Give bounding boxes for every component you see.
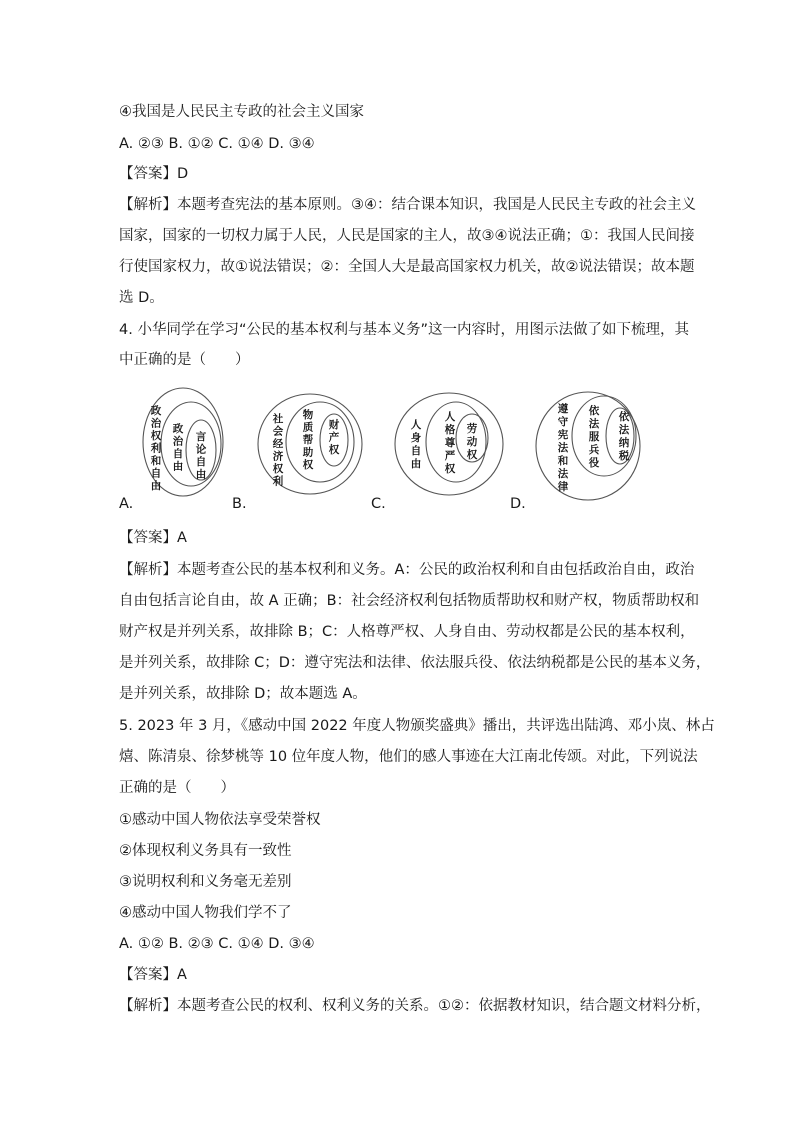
diagram-b-inner-label: 产 [328,431,340,444]
diagram-b-outer-label: 利 [272,475,284,488]
diagram-a-outer-label: 权 [150,430,162,442]
diagram-a-middle-label: 治 [172,435,184,448]
diagram-c-left-label: 人 [410,419,422,431]
text-line: 正确的是（ ） [119,780,235,796]
diagram-d-outer-label: 宪 [557,429,569,441]
text-line: 自由包括言论自由，故 A 正确；B：社会经济权利包括物质帮助权和财产权，物质帮助权和 [119,593,700,609]
text-line: 行使国家权力，故①说法错误；②：全国人大是最高国家权力机关，故②说法错误；故本题 [119,259,695,275]
diagram-c-left-label: 身 [410,432,422,444]
diagram-c-inner-label: 劳 [466,423,478,435]
text-line: 【答案】A [119,530,187,546]
diagram-b-middle-label: 帮 [302,434,314,446]
text-line: ①感动中国人物依法享受荣誉权 [119,812,321,828]
diagram-d-inner-label: 依 [618,411,630,423]
diagram-d-middle-label: 依 [588,405,600,417]
text-line: ②体现权利义务具有一致性 [119,843,292,859]
diagram-c [394,392,504,496]
diagram-c-inner-label: 动 [466,436,478,448]
diagram-a-inner-label: 自 [195,456,207,468]
text-line: 中正确的是（ ） [119,352,250,368]
text-line: ④感动中国人物我们学不了 [119,905,292,921]
diagram-b-inner-label: 财 [328,419,340,431]
diagram-d-middle-label: 役 [588,457,600,469]
diagram-b [256,392,364,496]
diagram-c-inner-label: 权 [466,449,478,461]
text-line: 【解析】本题考查宪法的基本原则。③④：结合课本知识，我国是人民民主专政的社会主义 [119,197,696,213]
diagram-a-inner-label: 言 [195,431,207,443]
diagram-a [143,386,223,498]
diagram-d-inner-label: 法 [618,424,630,436]
text-line: 【答案】A [119,967,187,983]
text-line: 【解析】本题考查公民的基本权利和义务。A：公民的政治权利和自由包括政治自由，政治 [119,562,695,578]
diagram-b-outer-label: 权 [272,463,284,475]
text-line: ④我国是人民民主专政的社会主义国家 [119,104,364,120]
option-b-label: B. [232,496,247,512]
diagram-a-inner-label: 由 [195,468,207,481]
text-line: 【解析】本题考查公民的权利、权利义务的关系。①②：依据教材知识，结合题文材料分析， [119,998,711,1014]
diagram-b-middle-label: 物 [302,409,314,421]
diagram-c-left-label: 自 [410,445,422,457]
option-c-label: C. [371,496,386,512]
text-line: A. ①② B. ②③ C. ①④ D. ③④ [119,936,315,952]
text-line: 5. 2023 年 3 月，《感动中国 2022 年度人物颁奖盛典》播出，共评选出陆鸿、邓小岚、林占 [119,718,715,734]
diagram-c-middle-label: 尊 [444,437,456,449]
diagram-a-outer-label: 由 [150,480,162,492]
text-line: 熺、陈清泉、徐梦桃等 10 位年度人物，他们的感人事迹在大江南北传颂。对此，下列说法 [119,749,698,765]
diagram-c-middle-label: 权 [444,463,456,475]
diagram-d-inner-label: 税 [618,450,630,462]
diagram-d-outer-label: 律 [557,481,569,493]
diagram-b-middle-label: 权 [302,459,314,471]
text-line: 选 D。 [119,290,164,306]
text-line: 是并列关系，故排除 D；故本题选 A。 [119,686,367,702]
diagram-b-middle-label: 质 [302,421,314,434]
diagram-c-middle-label: 人 [444,411,456,423]
diagram-b-outer-label: 会 [272,425,284,438]
option-a-label: A. [119,496,134,512]
diagram-b-outer-label: 经 [272,438,284,450]
diagram-d-inner-label: 纳 [618,437,630,449]
diagram-a-inner-label: 论 [195,443,207,456]
diagram-a-outer-label: 和 [150,455,162,467]
diagram-d-middle-circle [572,396,636,476]
diagram-c-left-label: 由 [410,458,422,470]
diagram-a-outer-label: 自 [150,467,162,480]
diagram-c-middle-label: 格 [444,424,456,436]
diagram-d [536,390,640,502]
diagram-a-middle-label: 自 [172,448,184,460]
diagram-d-outer-label: 遵 [557,403,569,415]
text-line: 【答案】D [119,166,189,182]
diagram-d-outer-label: 和 [557,455,569,467]
diagram-d-outer-label: 法 [557,468,569,480]
text-line: ③说明权利和义务毫无差别 [119,874,292,890]
text-line: 是并列关系，故排除 C；D：遵守宪法和法律、依法服兵役、依法纳税都是公民的基本义务， [119,655,711,671]
diagram-c-middle-label: 严 [444,450,456,462]
diagram-d-middle-label: 兵 [588,444,600,456]
text-line: 财产权是并列关系，故排除 B；C：人格尊严权、人身自由、劳动权都是公民的基本权利， [119,624,695,640]
diagram-b-outer-label: 社 [272,413,284,425]
diagram-b-middle-label: 助 [302,446,314,459]
option-d-label: D. [510,496,526,512]
diagram-a-middle-label: 由 [172,460,184,473]
diagram-d-middle-label: 法 [588,418,600,430]
diagram-b-outer-label: 济 [272,450,284,463]
diagram-d-outer-label: 法 [557,442,569,454]
text-line: 4. 小华同学在学习“公民的基本权利与基本义务”这一内容时，用图示法做了如下梳理，其 [119,322,689,338]
diagram-a-outer-label: 政 [150,405,162,417]
diagram-a-middle-label: 政 [172,423,184,435]
diagram-a-outer-label: 利 [150,442,162,455]
diagram-d-outer-label: 守 [557,416,569,428]
diagram-b-inner-label: 权 [328,444,340,456]
text-line: A. ②③ B. ①② C. ①④ D. ③④ [119,136,315,152]
diagram-d-middle-label: 服 [588,431,600,443]
diagram-a-outer-label: 治 [150,417,162,430]
text-line: 国家，国家的一切权力属于人民，人民是国家的主人，故③④说法正确；①：我国人民间接 [119,228,695,244]
